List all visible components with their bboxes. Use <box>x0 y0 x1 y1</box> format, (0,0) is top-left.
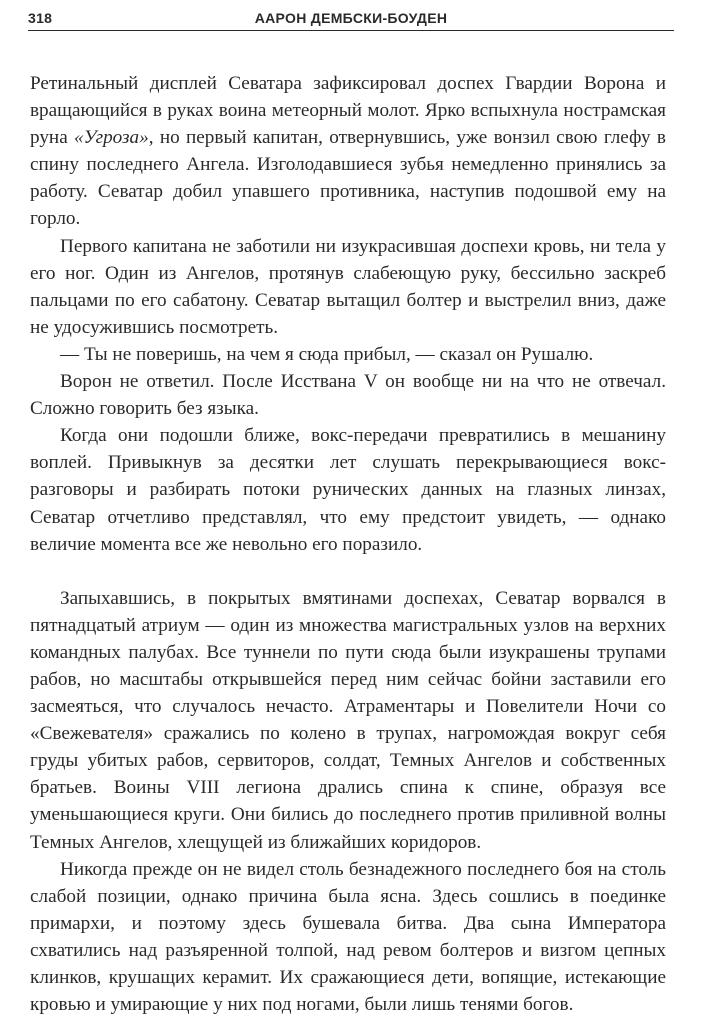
page-header <box>28 8 674 31</box>
rune-name: «Угроза» <box>74 127 149 149</box>
paragraph-1-end: , но первый капитан, отвернувшись, уже вонзил свою глефу в спину последнего Ангела. Изголодавшиеся зубья немедленно принялись за работу. Севатар добил упавшего противника, наступив подошвой ему на горло. <box>30 127 666 230</box>
page-number: 318 <box>28 10 53 26</box>
paragraph-4: Ворон не ответил. После Исствана V он вообще ни на что не отвечал. Сложно говорить без языка. <box>30 371 666 420</box>
paragraph-1-start: Ретинальный дисплей Севатара зафиксировал доспех Гвардии Ворона и вращающийся в руках воина метеорный молот. Ярко вспыхнула нострамская руна <box>30 73 666 149</box>
body-text <box>30 70 666 1018</box>
paragraph-5: Когда они подошли ближе, вокс-передачи превратились в мешанину воплей. Привыкнув за десятки лет слушать перекрывающиеся вокс-разговоры и разбирать потоки рунических данных на глазных линзах, Севатар отчетливо представлял, что ему предстоит увидеть, — однако величие момента все же невольно его поразило. <box>30 425 666 555</box>
paragraph-6: Запыхавшись, в покрытых вмятинами доспехах, Севатар ворвался в пятнадцатый атриум — один из множества магистральных узлов на верхних командных палубах. Все туннели по пути сюда были изукрашены трупами рабов, но масштабы открывшейся перед ним сейчас бойни заставили его засмеяться, что случалось нечасто. Атраментары и Повелители Ночи со «Свежевателя» сражались по колено в трупах, нагромождая вокруг себя груды убитых рабов, сервиторов, солдат, Темных Ангелов и собственных братьев. Воины VIII легиона дрались спина к спине, образуя все уменьшающиеся круги. Они бились до последнего против приливной волны Темных Ангелов, хлещущей из ближайших коридоров. <box>30 587 666 853</box>
paragraph-2: Первого капитана не заботили ни изукрасившая доспехи кровь, ни тела у его ног. Один из Ангелов, протянув слабеющую руку, бессильно заскреб пальцами по его сабатону. Севатар вытащил болтер и выстрелил вниз, даже не удосужившись посмотреть. <box>30 235 666 338</box>
paragraph-7: Никогда прежде он не видел столь безнадежного последнего боя на столь слабой позиции, однако причина была ясна. Здесь сошлись в поединке примархи, и поэтому здесь бушевала битва. Два сына Императора схватились над разъяренной толпой, над ревом болтеров и визгом цепных клинков, крушащих керамит. Их сражающиеся дети, вопящие, истекающие кровью и умирающие у них под ногами, были лишь тенями богов. <box>30 858 666 1016</box>
paragraph-3-dialogue: — Ты не поверишь, на чем я сюда прибыл, — сказал он Рушалю. <box>60 343 594 365</box>
running-head: ААРОН ДЕМБСКИ-БОУДЕН <box>254 10 448 26</box>
paragraph-1 <box>30 70 666 233</box>
